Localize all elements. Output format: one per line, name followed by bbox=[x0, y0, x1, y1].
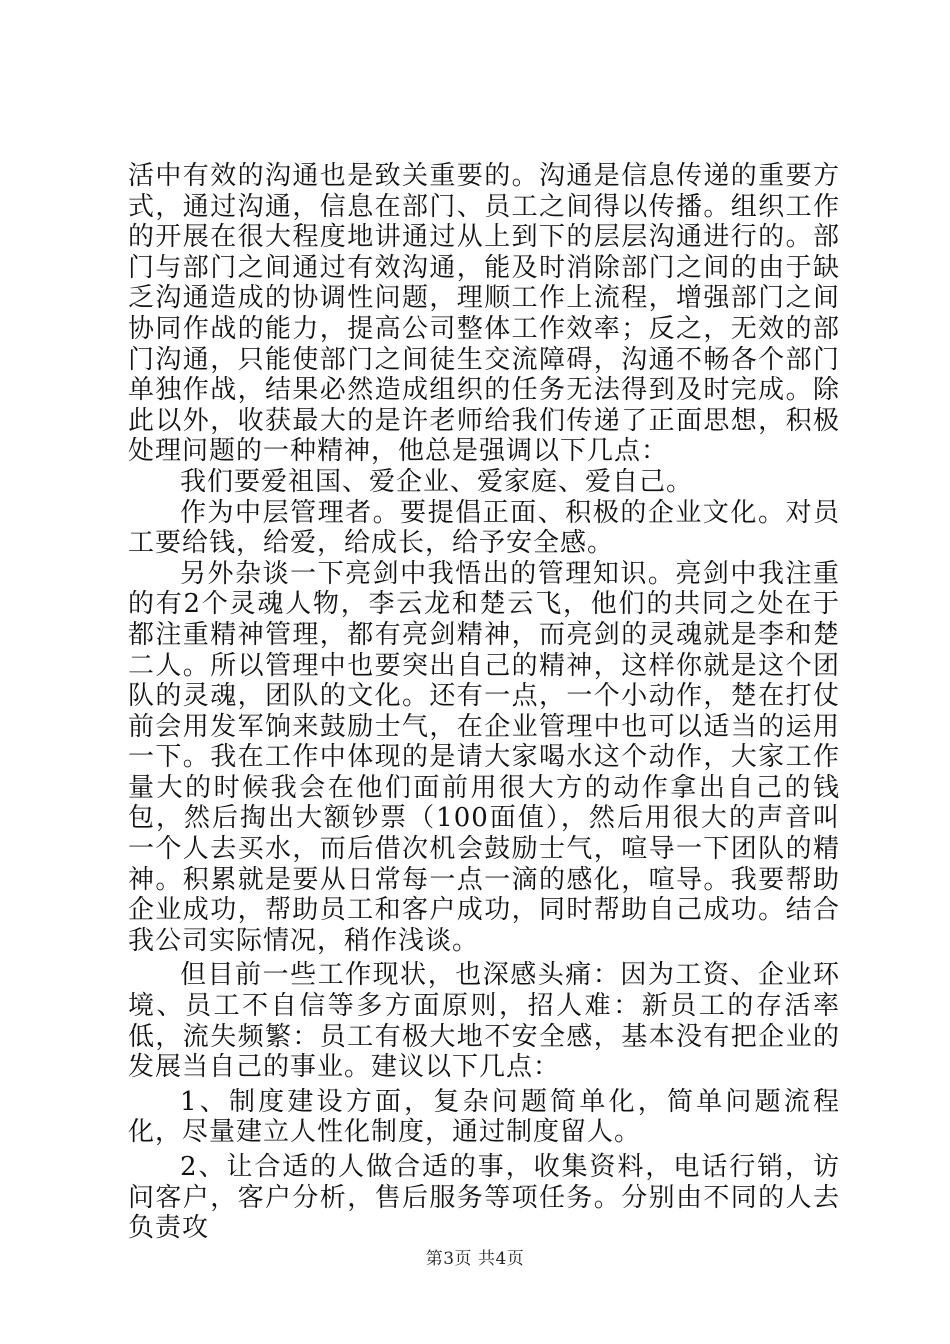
paragraph-current-status: 但目前一些工作现状，也深感头痛：因为工资、企业环境、员工不自信等多方面原则，招人难：新员工的存活率低，流失频繁：员工有极大地不安全感，基本没有把企业的发展当自己的事业。建议以下几点： bbox=[128, 960, 840, 1083]
paragraph-suggestion-1: 1、制度建设方面，复杂问题简单化，简单问题流程化，尽量建立人性化制度，通过制度留人。 bbox=[128, 1086, 840, 1148]
document-body bbox=[128, 161, 840, 1244]
paragraph-liangjian: 另外杂谈一下亮剑中我悟出的管理知识。亮剑中我注重的有2个灵魂人物，李云龙和楚云飞，他们的共同之处在于都注重精神管理，都有亮剑精神，而亮剑的灵魂就是李和楚二人。所以管理中也要突出自己的精神，这样你就是这个团队的灵魂，团队的文化。还有一点，一个小动作，楚在打仗前会用发军饷来鼓励士气，在企业管理中也可以适当的运用一下。我在工作中体现的是请大家喝水这个动作，大家工作量大的时候我会在他们面前用很大方的动作拿出自己的钱包，然后掏出大额钞票（100面值），然后用很大的声音叫一个人去买水，而后借次机会鼓励士气，喧导一下团队的精神。积累就是要从日常每一点一滴的感化，喧导。我要帮助企业成功，帮助员工和客户成功，同时帮助自己成功。结合我公司实际情况，稍作浅谈。 bbox=[128, 558, 840, 956]
paragraph-continuation: 活中有效的沟通也是致关重要的。沟通是信息传递的重要方式，通过沟通，信息在部门、员工之间得以传播。组织工作的开展在很大程度地讲通过从上到下的层层沟通进行的。部门与部门之间通过有效沟通，能及时消除部门之间的由于缺乏沟通造成的协调性问题，理顺工作上流程，增强部门之间协同作战的能力，提高公司整体工作效率；反之，无效的部门沟通，只能使部门之间徒生交流障碍，沟通不畅各个部门单独作战，结果必然造成组织的任务无法得到及时完成。除此以外，收获最大的是许老师给我们传递了正面思想，积极处理问题的一种精神，他总是强调以下几点： bbox=[128, 161, 840, 467]
paragraph-love-list: 我们要爱祖国、爱企业、爱家庭、爱自己。 bbox=[180, 466, 694, 497]
paragraph-suggestion-2: 2、让合适的人做合适的事，收集资料，电话行销，访问客户，客户分析，售后服务等项任务。分别由不同的人去负责攻 bbox=[128, 1152, 840, 1244]
paragraph-middle-manager: 作为中层管理者。要提倡正面、积极的企业文化。对员工要给钱，给爱，给成长，给予安全感。 bbox=[128, 497, 840, 559]
page-number-footer: 第3页 共4页 bbox=[425, 1249, 525, 1269]
